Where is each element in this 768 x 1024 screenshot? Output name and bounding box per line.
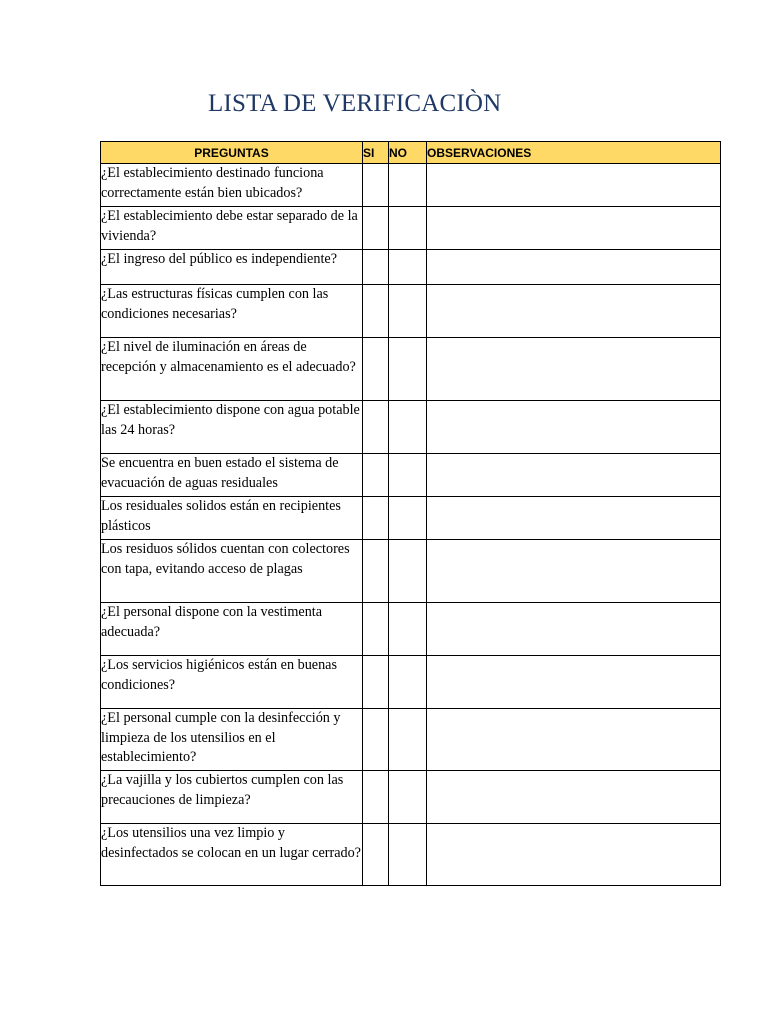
si-cell[interactable] (363, 164, 389, 207)
table-row (101, 824, 721, 886)
no-cell[interactable] (389, 656, 427, 709)
question-cell: ¿La vajilla y los cubiertos cumplen con las precauciones de limpieza? (101, 771, 363, 824)
observaciones-cell[interactable] (427, 709, 721, 771)
observaciones-cell[interactable] (427, 771, 721, 824)
table-row (101, 285, 721, 338)
si-cell[interactable] (363, 824, 389, 886)
no-cell[interactable] (389, 338, 427, 401)
si-cell[interactable] (363, 709, 389, 771)
table-row (101, 164, 721, 207)
no-cell[interactable] (389, 207, 427, 250)
observaciones-cell[interactable] (427, 164, 721, 207)
observaciones-cell[interactable] (427, 454, 721, 497)
si-cell[interactable] (363, 656, 389, 709)
table-row (101, 207, 721, 250)
table-header-row (101, 142, 721, 164)
si-cell[interactable] (363, 338, 389, 401)
table-row (101, 656, 721, 709)
no-cell[interactable] (389, 603, 427, 656)
header-observaciones: OBSERVACIONES (427, 142, 721, 164)
observaciones-cell[interactable] (427, 207, 721, 250)
si-cell[interactable] (363, 207, 389, 250)
no-cell[interactable] (389, 250, 427, 285)
question-cell: ¿El establecimiento debe estar separado de la vivienda? (101, 207, 363, 250)
observaciones-cell[interactable] (427, 497, 721, 540)
si-cell[interactable] (363, 454, 389, 497)
observaciones-cell[interactable] (427, 540, 721, 603)
table-row (101, 709, 721, 771)
question-cell: ¿El personal cumple con la desinfección y limpieza de los utensilios en el establecimiento? (101, 709, 363, 771)
question-cell: Se encuentra en buen estado el sistema de evacuación de aguas residuales (101, 454, 363, 497)
observaciones-cell[interactable] (427, 285, 721, 338)
observaciones-cell[interactable] (427, 250, 721, 285)
no-cell[interactable] (389, 401, 427, 454)
observaciones-cell[interactable] (427, 824, 721, 886)
table-row (101, 497, 721, 540)
no-cell[interactable] (389, 709, 427, 771)
checklist-table (100, 141, 721, 886)
no-cell[interactable] (389, 497, 427, 540)
observaciones-cell[interactable] (427, 401, 721, 454)
no-cell[interactable] (389, 771, 427, 824)
question-cell: ¿El personal dispone con la vestimenta adecuada? (101, 603, 363, 656)
si-cell[interactable] (363, 401, 389, 454)
table-row (101, 454, 721, 497)
table-row (101, 771, 721, 824)
question-cell: ¿Los servicios higiénicos están en buenas condiciones? (101, 656, 363, 709)
table-row (101, 338, 721, 401)
no-cell[interactable] (389, 285, 427, 338)
question-cell: ¿El establecimiento dispone con agua potable las 24 horas? (101, 401, 363, 454)
question-cell: ¿El nivel de iluminación en áreas de recepción y almacenamiento es el adecuado? (101, 338, 363, 401)
no-cell[interactable] (389, 540, 427, 603)
no-cell[interactable] (389, 164, 427, 207)
table-row (101, 540, 721, 603)
header-preguntas: PREGUNTAS (101, 142, 363, 164)
observaciones-cell[interactable] (427, 338, 721, 401)
si-cell[interactable] (363, 771, 389, 824)
question-cell: Los residuales solidos están en recipientes plásticos (101, 497, 363, 540)
observaciones-cell[interactable] (427, 656, 721, 709)
header-si: SI (363, 142, 389, 164)
question-cell: Los residuos sólidos cuentan con colectores con tapa, evitando acceso de plagas (101, 540, 363, 603)
table-row (101, 401, 721, 454)
si-cell[interactable] (363, 603, 389, 656)
question-cell: ¿El ingreso del público es independiente? (101, 250, 363, 285)
no-cell[interactable] (389, 824, 427, 886)
observaciones-cell[interactable] (427, 603, 721, 656)
table-row (101, 250, 721, 285)
si-cell[interactable] (363, 250, 389, 285)
document-title: LISTA DE VERIFICACIÒN (208, 90, 502, 117)
question-cell: ¿El establecimiento destinado funciona correctamente están bien ubicados? (101, 164, 363, 207)
si-cell[interactable] (363, 497, 389, 540)
header-no: NO (389, 142, 427, 164)
no-cell[interactable] (389, 454, 427, 497)
table-row (101, 603, 721, 656)
si-cell[interactable] (363, 540, 389, 603)
question-cell: ¿Las estructuras físicas cumplen con las condiciones necesarias? (101, 285, 363, 338)
si-cell[interactable] (363, 285, 389, 338)
question-cell: ¿Los utensilios una vez limpio y desinfectados se colocan en un lugar cerrado? (101, 824, 363, 886)
